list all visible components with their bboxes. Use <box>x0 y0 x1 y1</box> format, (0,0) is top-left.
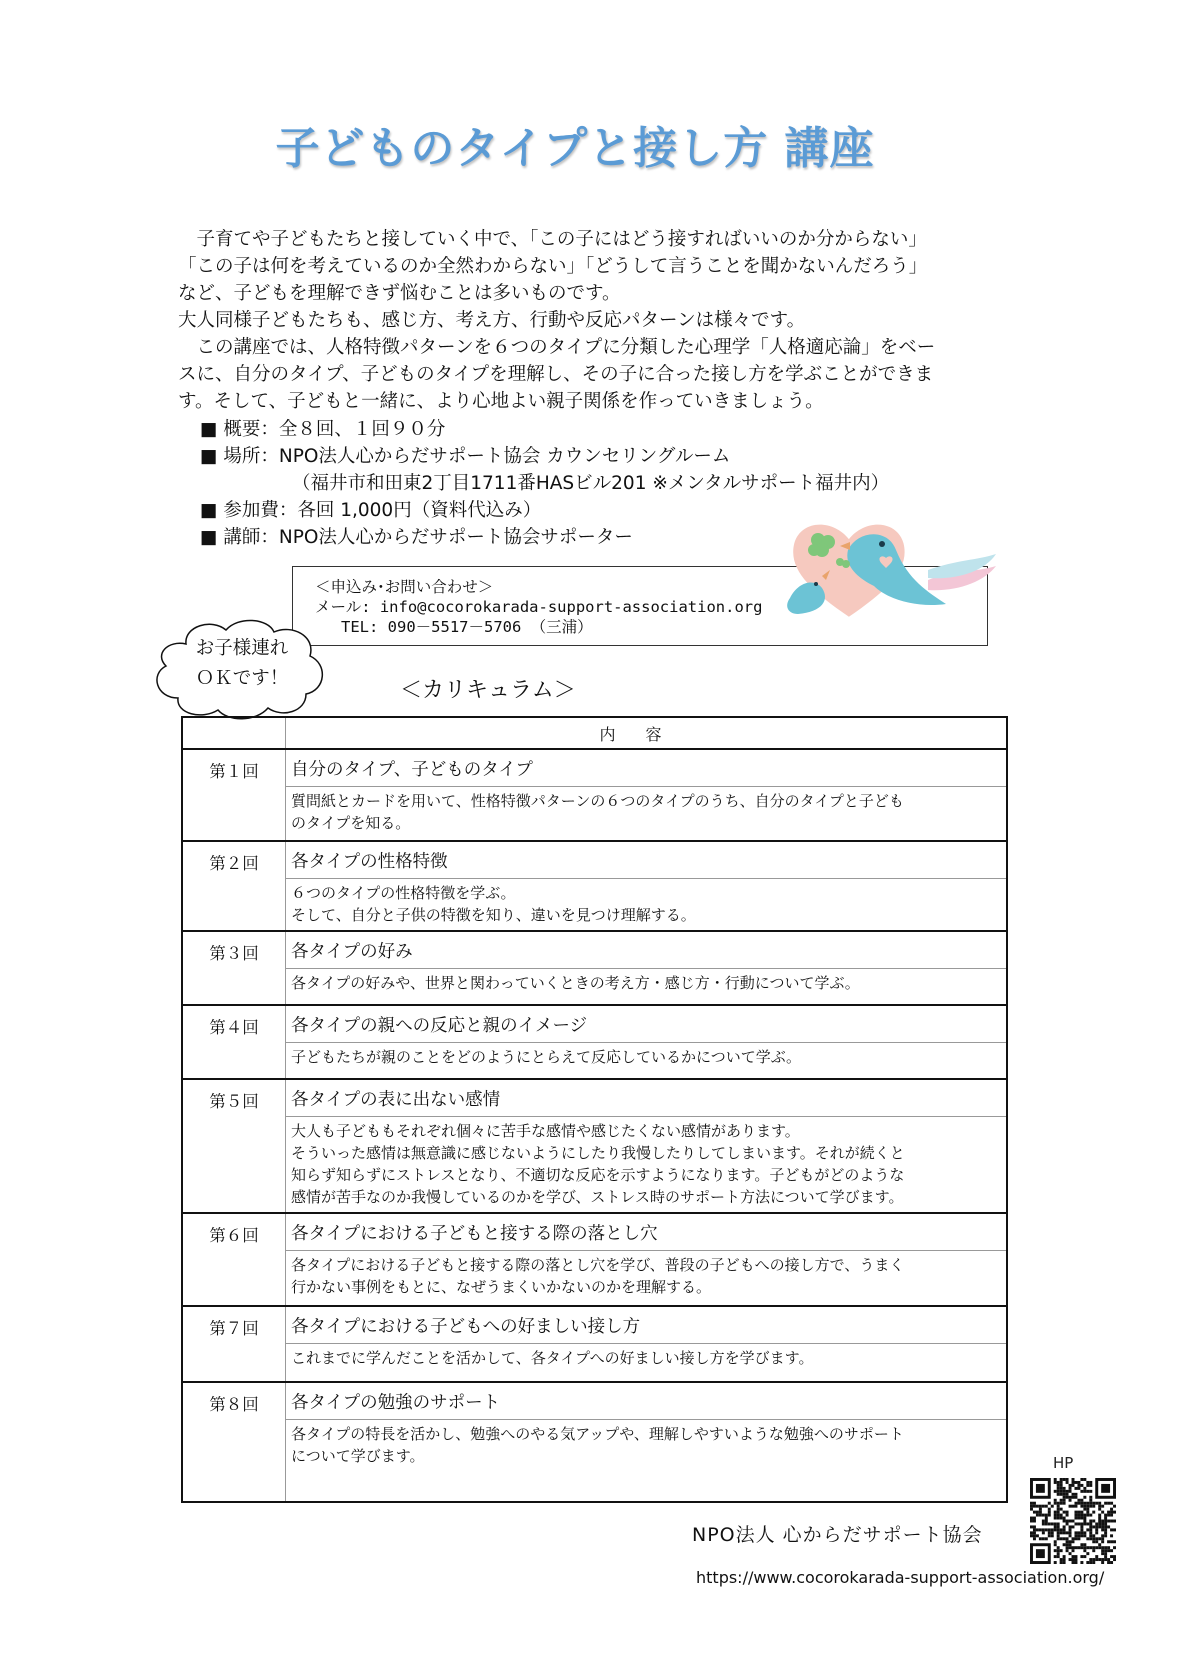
badge-line: ＯＫです！ <box>195 668 289 689</box>
description-line: 各タイプにおける子どもと接する際の落とし穴を学び、普段の子どもへの接し方で、うまく <box>291 1256 905 1274</box>
description-line: ６つのタイプの性格特徴を学ぶ。 <box>291 884 516 902</box>
session-title: 各タイプにおける子どもと接する際の落とし穴 <box>291 1224 658 1244</box>
intro-line: 大人同様子どもたちも、感じ方、考え方、行動や反応パターンは様々です。 <box>178 310 806 331</box>
description-line: そういった感情は無意識に感じないようにしたり我慢したりしてしまいます。それが続くと <box>291 1144 905 1162</box>
organization-name: NPO法人 心からだサポート協会 <box>692 1524 983 1546</box>
session-description <box>291 1046 998 1068</box>
intro-line: スに、自分のタイプ、子どものタイプを理解し、その子に合った接し方を学ぶことができま <box>178 364 934 385</box>
summary-instructor: ■ 講師：NPO法人心からだサポート協会サポーター <box>200 527 633 548</box>
description-line: これまでに学んだことを活かして、各タイプへの好ましい接し方を学びます。 <box>291 1349 814 1367</box>
table-row <box>183 1078 1006 1212</box>
session-number: 第４回 <box>209 1018 259 1037</box>
kids-welcome-badge <box>172 634 312 694</box>
session-title: 各タイプの性格特徴 <box>291 852 448 872</box>
summary-place: ■ 場所：NPO法人心からだサポート協会 カウンセリングルーム <box>200 446 731 467</box>
session-number: 第６回 <box>209 1226 259 1245</box>
intro-line: この講座では、人格特徴パターンを６つのタイプに分類した心理学「人格適応論」をベー <box>178 337 936 358</box>
website-link[interactable]: https://www.cocorokarada-support-association.org/ <box>696 1568 1105 1587</box>
summary-fee: ■ 参加費：各回 1,000円（資料代込み） <box>200 500 542 521</box>
description-line: のタイプを知る。 <box>291 814 411 832</box>
session-title: 自分のタイプ、子どものタイプ <box>291 760 533 780</box>
description-line: 各タイプの好みや、世界と関わっていくときの考え方・感じ方・行動について学ぶ。 <box>291 974 860 992</box>
qr-label: HP <box>1053 1454 1074 1472</box>
intro-line: 子育てや子どもたちと接していく中で、「この子にはどう接すればいいのか分からない」 <box>178 229 927 250</box>
intro-text <box>178 226 998 415</box>
table-row <box>183 840 1006 930</box>
description-line: 行かない事例をもとに、なぜうまくいかないのかを理解する。 <box>291 1278 712 1296</box>
description-line: 大人も子どももそれぞれ個々に苦手な感情や感じたくない感情があります。 <box>291 1122 800 1140</box>
qr-code-icon[interactable] <box>1030 1478 1116 1564</box>
contact-tel[interactable]: TEL: 090－5517－5706 （三浦） <box>341 618 593 636</box>
table-header-content: 内容 <box>599 725 692 744</box>
curriculum-title: ＜カリキュラム＞ <box>400 678 576 703</box>
session-title: 各タイプの表に出ない感情 <box>291 1090 501 1110</box>
session-number: 第７回 <box>209 1319 259 1338</box>
session-title: 各タイプの親への反応と親のイメージ <box>291 1016 588 1036</box>
description-line: 各タイプの特長を活かし、勉強へのやる気アップや、理解しやすいような勉強へのサポート <box>291 1425 904 1443</box>
table-header <box>183 718 1006 749</box>
session-description <box>291 1120 998 1208</box>
table-row <box>183 930 1006 1004</box>
table-row <box>183 1212 1006 1305</box>
session-description <box>291 1347 998 1369</box>
bird-heart-illustration <box>778 520 998 630</box>
contact-heading: ＜申込み･お問い合わせ＞ <box>315 578 494 596</box>
description-line: 質問紙とカードを用いて、性格特徴パターンの６つのタイプのうち、自分のタイプと子ども <box>291 792 904 810</box>
session-number: 第２回 <box>209 854 259 873</box>
table-row <box>183 1381 1006 1503</box>
intro-line: す。そして、子どもと一緒に、より心地よい親子関係を作っていきましょう。 <box>178 391 824 412</box>
summary-address: （福井市和田東2丁目1711番HASビル201 ※メンタルサポート福井内） <box>292 473 890 494</box>
description-line: 知らず知らずにストレスとなり、不適切な反応を示すようになります。子どもがどのような <box>291 1166 905 1184</box>
badge-line: お子様連れ <box>195 638 289 659</box>
description-line: 感情が苦手なのか我慢しているのかを学び、ストレス時のサポート方法について学びます。 <box>291 1188 904 1206</box>
session-description <box>291 1423 998 1467</box>
session-description <box>291 882 998 926</box>
session-title: 各タイプにおける子どもへの好ましい接し方 <box>291 1317 641 1337</box>
intro-line: 「この子は何を考えているのか全然わからない」「どうして言うことを聞かないんだろう」 <box>178 256 928 277</box>
table-row <box>183 1305 1006 1381</box>
session-description <box>291 972 998 994</box>
intro-line: など、子どもを理解できず悩むことは多いものです。 <box>178 283 621 304</box>
session-title: 各タイプの好み <box>291 942 413 962</box>
table-row <box>183 748 1006 840</box>
session-number: 第５回 <box>209 1092 259 1111</box>
description-line: 子どもたちが親のことをどのようにとらえて反応しているかについて学ぶ。 <box>291 1048 802 1066</box>
description-line: について学びます。 <box>291 1447 425 1465</box>
contact-mail[interactable]: メール: info@cocorokarada-support-association.org <box>315 598 763 616</box>
page-title: 子どものタイプと接し方 講座 <box>275 123 875 174</box>
table-row <box>183 1004 1006 1078</box>
session-number: 第３回 <box>209 944 259 963</box>
session-description <box>291 790 998 834</box>
curriculum-table <box>181 716 1008 1503</box>
session-description <box>291 1254 998 1298</box>
description-line: そして、自分と子供の特徴を知り、違いを見つけ理解する。 <box>291 906 696 924</box>
session-number: 第８回 <box>209 1395 259 1414</box>
session-number: 第１回 <box>209 762 259 781</box>
session-title: 各タイプの勉強のサポート <box>291 1393 501 1413</box>
summary-overview: ■ 概要：全８回、１回９０分 <box>200 419 446 440</box>
